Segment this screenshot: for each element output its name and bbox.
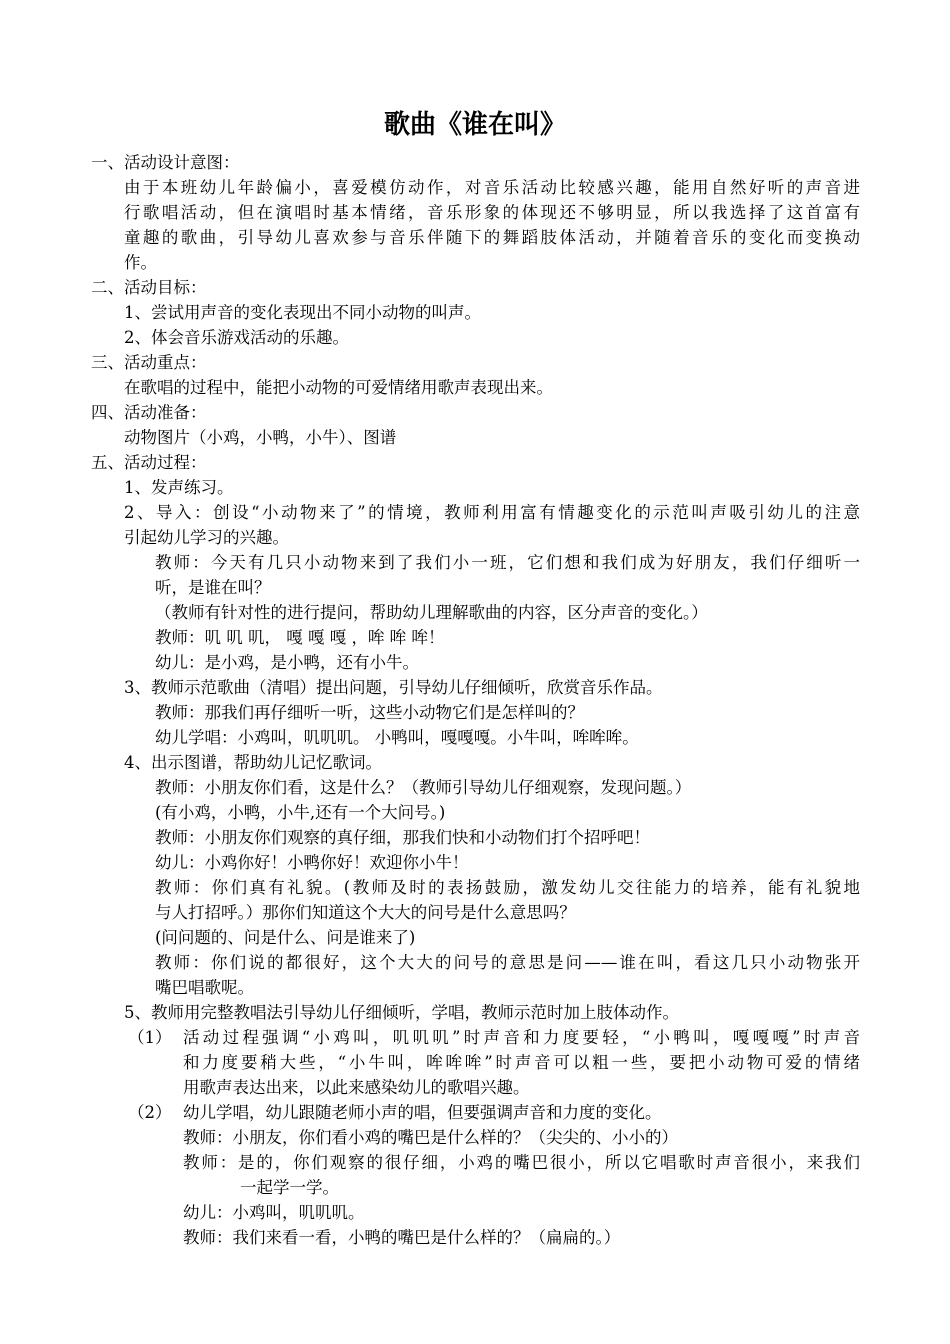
dialogue-line: 教师：小朋友，你们看小鸡的嘴巴是什么样的？（尖尖的、小小的） bbox=[183, 1128, 678, 1147]
paragraph-line: 动物图片（小鸡，小鸭，小牛）、图谱 bbox=[124, 428, 397, 447]
dialogue-line: 教师：小朋友你们看，这是什么？（教师引导幼儿仔细观察，发现问题。） bbox=[155, 778, 692, 797]
list-item: 2、导入：创设“小动物来了”的情境，教师利用富有情趣变化的示范叫声吸引幼儿的注意 bbox=[124, 503, 860, 522]
dialogue-line: 一起学一学。 bbox=[240, 1178, 339, 1197]
dialogue-note: （教师有针对性的进行提问，帮助幼儿理解歌曲的内容，区分声音的变化。） bbox=[155, 603, 708, 622]
paragraph-line: 引起幼儿学习的兴趣。 bbox=[124, 528, 289, 547]
dialogue-line: 教师：我们来看一看，小鸭的嘴巴是什么样的？（扁扁的。） bbox=[183, 1228, 621, 1247]
list-item: 1、尝试用声音的变化表现出不同小动物的叫声。 bbox=[124, 303, 481, 322]
paragraph-line: 在歌唱的过程中，能把小动物的可爱情绪用歌声表现出来。 bbox=[124, 378, 553, 397]
sub-item-line: 用歌声表达出来，以此来感染幼儿的歌唱兴趣。 bbox=[183, 1078, 530, 1097]
dialogue-line: 教师：是的，你们观察的很仔细，小鸡的嘴巴很小，所以它唱歌时声音很小，来我们 bbox=[183, 1153, 860, 1172]
paragraph-line: 由于本班幼儿年龄偏小，喜爱模仿动作，对音乐活动比较感兴趣，能用自然好听的声音进 bbox=[124, 178, 860, 197]
dialogue-line: 教师：今天有几只小动物来到了我们小一班，它们想和我们成为好朋友，我们仔细听一 bbox=[155, 553, 860, 572]
dialogue-line: 听，是谁在叫？ bbox=[155, 578, 271, 597]
section-heading-process: 五、活动过程： bbox=[91, 453, 207, 472]
list-item: 3、教师示范歌曲（清唱）提出问题，引导幼儿仔细倾听，欣赏音乐作品。 bbox=[124, 678, 663, 697]
sub-item-line: 活动过程强调“小鸡叫，叽叽叽”时声音和力度要轻，“小鸭叫，嘎嘎嘎”时声音 bbox=[183, 1028, 860, 1047]
sub-item-line: 幼儿学唱，幼儿跟随老师小声的唱，但要强调声音和力度的变化。 bbox=[183, 1103, 662, 1122]
dialogue-line: 教师：小朋友你们观察的真仔细，那我们快和小动物们打个招呼吧！ bbox=[155, 828, 650, 847]
dialogue-line: 幼儿：是小鸡，是小鸭，还有小牛。 bbox=[155, 653, 419, 672]
list-item: 2、体会音乐游戏活动的乐趣。 bbox=[124, 328, 349, 347]
paragraph-line: 行歌唱活动，但在演唱时基本情绪，音乐形象的体现还不够明显，所以我选择了这首富有 bbox=[124, 203, 860, 222]
section-heading-intent: 一、活动设计意图： bbox=[91, 153, 240, 172]
dialogue-line: 教师：叽 叽 叽， 嘎 嘎 嘎 ，哞 哞 哞！ bbox=[155, 628, 445, 647]
dialogue-line: 教师：那我们再仔细听一听，这些小动物它们是怎样叫的？ bbox=[155, 703, 584, 722]
sub-item-number: （1） bbox=[128, 1028, 172, 1047]
dialogue-note: (有小鸡，小鸭，小牛,还有一个大问号。) bbox=[155, 803, 446, 822]
dialogue-line: 幼儿：小鸡叫，叽叽叽。 bbox=[183, 1203, 365, 1222]
paragraph-line: 童趣的歌曲，引导幼儿喜欢参与音乐伴随下的舞蹈肢体活动，并随着音乐的变化而变换动 bbox=[124, 228, 860, 247]
section-heading-preparation: 四、活动准备： bbox=[91, 403, 207, 422]
dialogue-line: 幼儿：小鸡你好！小鸭你好！欢迎你小牛！ bbox=[155, 853, 469, 872]
paragraph-line: 作。 bbox=[124, 253, 157, 272]
sub-item-number: （2） bbox=[128, 1103, 172, 1122]
dialogue-note: (问问题的、问是什么、问是谁来了) bbox=[155, 928, 416, 947]
dialogue-line: 与人打招呼。）那你们知道这个大大的问号是什么意思吗？ bbox=[155, 903, 576, 922]
page-title: 歌曲《谁在叫》 bbox=[383, 110, 566, 140]
section-heading-focus: 三、活动重点： bbox=[91, 353, 207, 372]
list-item: 5、教师用完整教唱法引导幼儿仔细倾听，学唱，教师示范时加上肢体动作。 bbox=[124, 1003, 679, 1022]
list-item: 4、出示图谱，帮助幼儿记忆歌词。 bbox=[124, 753, 382, 772]
list-item: 1、发声练习。 bbox=[124, 478, 234, 497]
dialogue-line: 教师：你们真有礼貌。(教师及时的表扬鼓励，激发幼儿交往能力的培养，能有礼貌地 bbox=[155, 878, 860, 897]
dialogue-line: 嘴巴唱歌呢。 bbox=[155, 978, 254, 997]
sub-item-line: 和力度要稍大些，“小牛叫，哞哞哞”时声音可以粗一些，要把小动物可爱的情绪 bbox=[183, 1053, 860, 1072]
dialogue-line: 幼儿学唱：小鸡叫，叽叽叽。 小鸭叫，嘎嘎嘎。小牛叫，哞哞哞。 bbox=[155, 728, 639, 747]
section-heading-goals: 二、活动目标： bbox=[91, 278, 207, 297]
dialogue-line: 教师：你们说的都很好，这个大大的问号的意思是问——谁在叫，看这几只小动物张开 bbox=[155, 953, 860, 972]
